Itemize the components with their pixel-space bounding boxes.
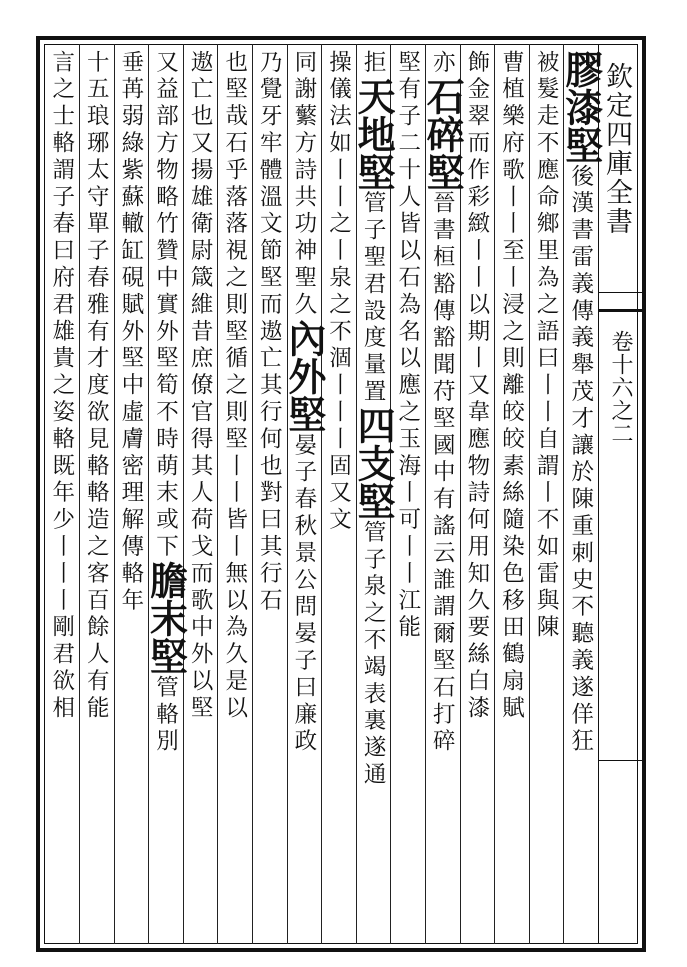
entry-text: 十五琅琊太守單子春雅有才度欲見輅輅造之客百餘人有能: [83, 50, 110, 723]
juan-label: 卷十六之二: [608, 330, 633, 445]
text-column: [111, 50, 151, 938]
margin-fish-tail: [598, 292, 646, 312]
text-column: [143, 50, 189, 938]
text-column: [42, 50, 82, 938]
entry-text: 遨亡也又揚雄衛尉箴維昔庶僚官得其人荷戈而歌中外以堅: [187, 50, 214, 723]
text-column: [76, 50, 116, 938]
text-column: [180, 50, 220, 938]
margin-divider: [598, 760, 646, 761]
entry-text: 飾金翠而作彩緻丨丨以期丨又韋應物詩何用知久要絲白漆: [463, 50, 490, 723]
text-column: [249, 50, 289, 938]
entry-text: 又益部方物略竹贊中實外堅筍不時萌末或下: [152, 50, 179, 562]
entry-text: 堅有子二十人皆以石為名以應之玉海丨可丨丨江能: [394, 50, 421, 642]
text-column: [558, 50, 604, 938]
entry-text: 晉書桓豁傳豁聞苻堅國中有謠云誰謂爾堅石打碎: [429, 190, 456, 756]
entry-heading: 膠漆堅: [558, 50, 604, 164]
text-column: [351, 50, 397, 938]
entry-heading: 四支堅: [351, 406, 397, 521]
entry-heading: 內外堅: [281, 319, 327, 434]
book-title: 欽定四庫全書: [601, 62, 632, 236]
entry-text: 同謝蘩方詩共功神聖: [290, 50, 317, 293]
entry-text: 晏子春秋景公問晏子曰廉政: [290, 433, 317, 756]
text-column: [492, 50, 532, 938]
entry-text: 垂苒弱綠紫蘇轍缸硯賦外堅中虛膚密理解: [117, 50, 144, 535]
entry-text: 而遨亡其行何也對曰其行石: [256, 292, 283, 615]
text-column: [526, 50, 566, 938]
entry-text: 言之士輅謂子春曰府君雄貴之姿輅既年少丨丨丨剛君欲相: [48, 50, 75, 723]
entry-text: 儀法如丨丨之丨: [325, 76, 352, 266]
entry-text: 也堅哉石乎落落視之則堅循之則堅丨丨皆丨無以為久是以: [221, 50, 248, 723]
entry-text: 管子泉之不竭表裏遂通: [360, 520, 387, 790]
text-column: [420, 50, 466, 938]
text-column: [215, 50, 255, 938]
entry-text: 久: [290, 292, 317, 320]
entry-text: 管輅別: [152, 675, 179, 756]
text-column: [319, 50, 359, 938]
entry-text: 被髮走不應命鄉里為之語曰丨丨自謂丨不如雷與陳: [533, 50, 560, 642]
entry-text: 乃覺牙牢體溫文節堅: [256, 50, 283, 293]
text-column: [281, 50, 327, 938]
entry-heading: 天地堅: [351, 76, 397, 191]
entry-text: 曹植樂府歌丨丨至丨浸之則離皎皎素絲隨染色移田鶴扇賦: [498, 50, 525, 723]
entry-text: 傳輅年: [117, 534, 144, 615]
entry-text: 泉之不涸丨丨丨固又文: [325, 265, 352, 535]
entry-text: 亦: [429, 50, 456, 77]
entry-text: 後漢書雷義傳義舉茂才讓於陳重刺史不聽義遂佯狂: [567, 164, 594, 756]
entry-text: 拒: [360, 50, 387, 77]
entry-text: 操: [325, 50, 352, 77]
entry-heading: 石碎堅: [420, 76, 466, 191]
entry-heading: 膽末堅: [143, 561, 189, 676]
entry-text: 管子聖君設度量置: [360, 190, 387, 407]
